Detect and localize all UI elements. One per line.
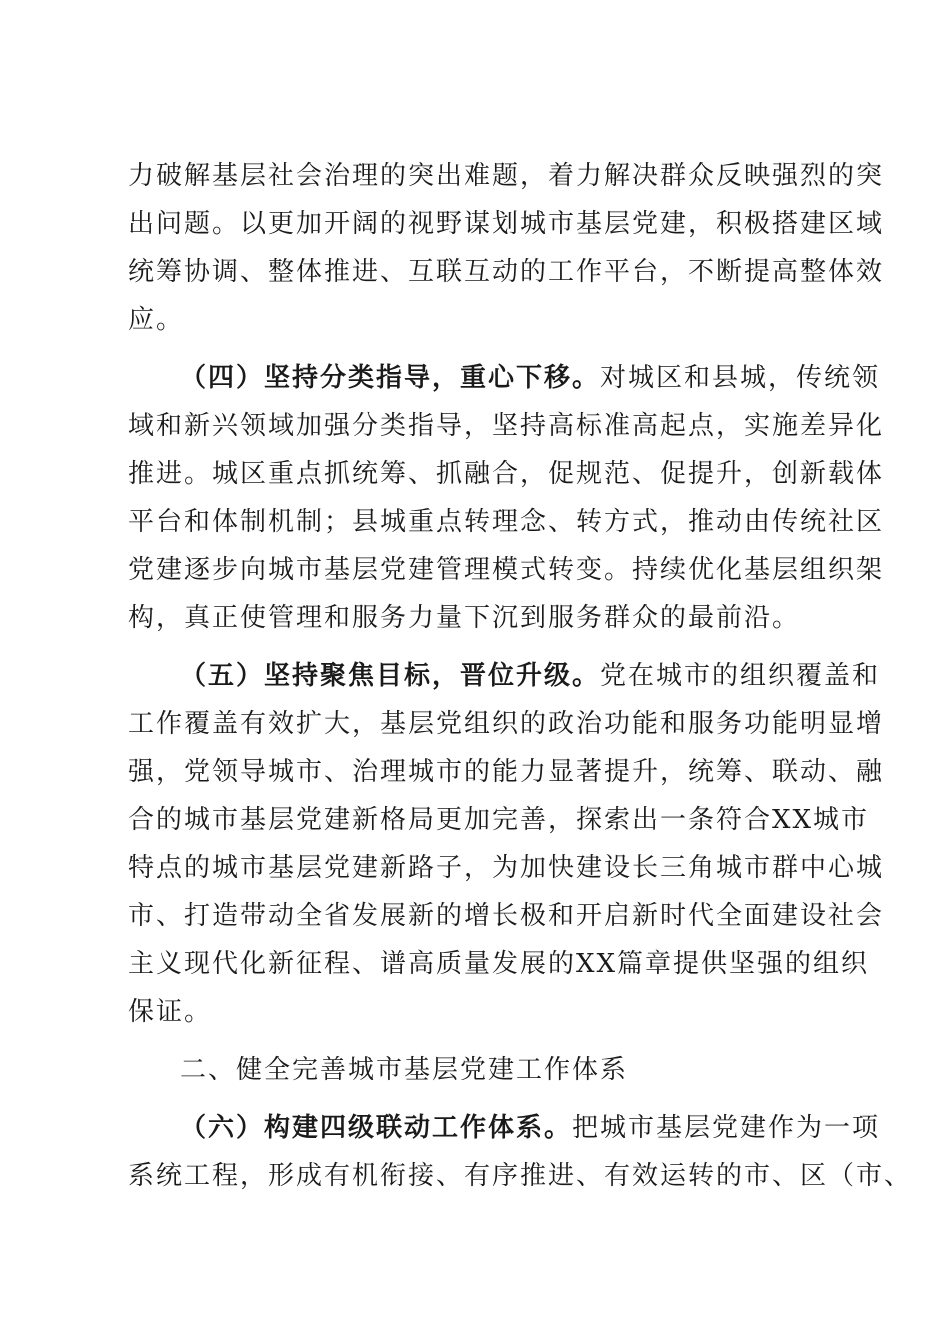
text-line: 系统工程，形成有机衔接、有序推进、有效运转的市、区（市、 bbox=[128, 1161, 913, 1191]
text-line: 域和新兴领域加强分类指导，坚持高标准高起点，实施差异化 bbox=[128, 411, 885, 441]
text-line: 应。 bbox=[128, 305, 185, 335]
paragraph-text: 党在城市的组织覆盖和 bbox=[600, 661, 881, 691]
text-line: 力破解基层社会治理的突出难题，着力解决群众反映强烈的突 bbox=[128, 161, 885, 191]
text-line: 保证。 bbox=[128, 997, 213, 1027]
text-line: 强，党领导城市、治理城市的能力显著提升，统筹、联动、融 bbox=[128, 757, 885, 787]
text-line bbox=[128, 652, 881, 700]
paragraph-lead: （五）坚持聚焦目标，晋位升级。 bbox=[180, 661, 601, 691]
document-body bbox=[128, 152, 913, 1200]
text-line: 推进。城区重点抓统筹、抓融合，促规范、促提升，创新载体 bbox=[128, 459, 885, 489]
text-line: 工作覆盖有效扩大，基层党组织的政治功能和服务功能明显增 bbox=[128, 709, 885, 739]
text-line: 平台和体制机制；县城重点转理念、转方式，推动由传统社区 bbox=[128, 507, 885, 537]
paragraph-lead: （六）构建四级联动工作体系。 bbox=[180, 1113, 573, 1143]
paragraph-item-4 bbox=[128, 354, 885, 642]
section-heading: 二、健全完善城市基层党建工作体系 bbox=[180, 1055, 629, 1085]
paragraph-continuation bbox=[128, 152, 885, 344]
text-line: 市、打造带动全省发展新的增长极和开启新时代全面建设社会 bbox=[128, 901, 885, 931]
paragraph-text: 对城区和县城，传统领 bbox=[600, 363, 881, 393]
text-line: 合的城市基层党建新格局更加完善，探索出一条符合XX城市 bbox=[128, 805, 870, 835]
paragraph-text: 把城市基层党建作为一项 bbox=[572, 1113, 881, 1143]
text-line bbox=[128, 354, 881, 402]
text-line: 统筹协调、整体推进、互联互动的工作平台，不断提高整体效 bbox=[128, 257, 885, 287]
paragraph-lead: （四）坚持分类指导，重心下移。 bbox=[180, 363, 601, 393]
text-line: 党建逐步向城市基层党建管理模式转变。持续优化基层组织架 bbox=[128, 555, 885, 585]
text-line: 主义现代化新征程、谱高质量发展的XX篇章提供坚强的组织 bbox=[128, 949, 870, 979]
text-line bbox=[128, 1104, 881, 1152]
paragraph-item-5 bbox=[128, 652, 885, 1036]
paragraph-item-6 bbox=[128, 1104, 913, 1200]
text-line: 特点的城市基层党建新路子，为加快建设长三角城市群中心城 bbox=[128, 853, 885, 883]
text-line: 构，真正使管理和服务力量下沉到服务群众的最前沿。 bbox=[128, 603, 801, 633]
text-line: 出问题。以更加开阔的视野谋划城市基层党建，积极搭建区域 bbox=[128, 209, 885, 239]
